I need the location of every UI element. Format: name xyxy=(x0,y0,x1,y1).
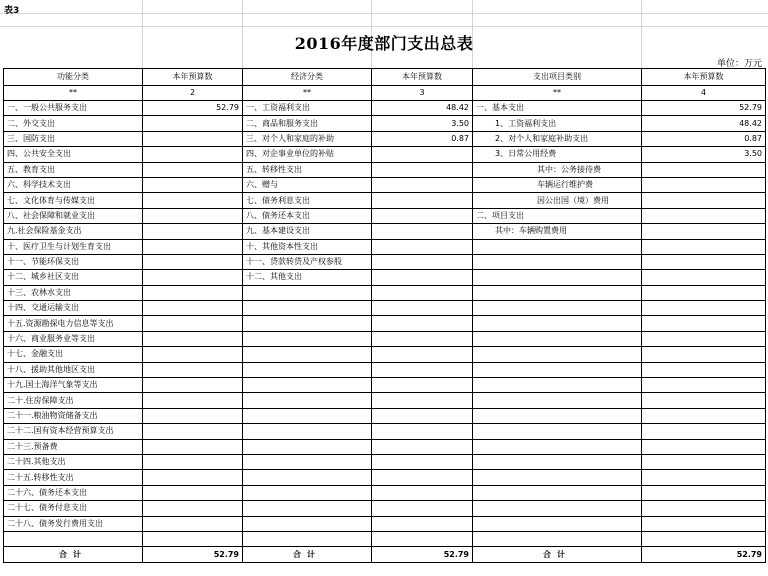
table-cell: 十、医疗卫生与计划生育支出 xyxy=(4,239,143,254)
total-value: 52.79 xyxy=(372,547,473,562)
table-cell xyxy=(372,162,473,177)
total-value: 52.79 xyxy=(143,547,243,562)
table-cell xyxy=(473,378,642,393)
table-cell: 其中：车辆购置费用 xyxy=(473,224,642,239)
table-cell xyxy=(372,393,473,408)
table-row xyxy=(4,208,766,223)
table-cell xyxy=(473,439,642,454)
table-cell xyxy=(642,362,766,377)
table-row xyxy=(4,424,766,439)
table-cell xyxy=(243,331,372,346)
table-cell: 四、公共安全支出 xyxy=(4,147,143,162)
table-row xyxy=(4,470,766,485)
table-cell: 十二、其他支出 xyxy=(243,270,372,285)
table-cell: 十五.资源勘探电力信息等支出 xyxy=(4,316,143,331)
table-cell xyxy=(372,439,473,454)
unit-label: 单位：万元 xyxy=(716,59,762,69)
table-cell: 十一、贷款转贷及产权参股 xyxy=(243,254,372,269)
table-row xyxy=(4,301,766,316)
table-cell xyxy=(143,270,243,285)
table-row xyxy=(4,501,766,516)
table-row xyxy=(4,408,766,423)
table-row xyxy=(4,162,766,177)
table-cell: 五、教育支出 xyxy=(4,162,143,177)
index-cell: 3 xyxy=(372,86,473,101)
table-row xyxy=(4,193,766,208)
table-cell xyxy=(143,531,243,546)
table-cell xyxy=(473,331,642,346)
table-cell xyxy=(143,224,243,239)
table-cell: 0.87 xyxy=(642,131,766,146)
table-cell xyxy=(642,316,766,331)
table-row xyxy=(4,131,766,146)
table-row xyxy=(4,393,766,408)
table-cell xyxy=(642,208,766,223)
table-cell xyxy=(473,285,642,300)
table-cell xyxy=(473,531,642,546)
table-cell xyxy=(243,454,372,469)
table-cell xyxy=(642,393,766,408)
table-cell xyxy=(372,454,473,469)
table-cell: 二十二.国有资本经营预算支出 xyxy=(4,424,143,439)
table-cell xyxy=(372,485,473,500)
header-cell: 本年预算数 xyxy=(642,69,766,86)
table-cell: 八、债务还本支出 xyxy=(243,208,372,223)
total-row xyxy=(4,547,766,562)
table-cell xyxy=(372,239,473,254)
table-row xyxy=(4,331,766,346)
table-row xyxy=(4,116,766,131)
table-cell xyxy=(372,301,473,316)
table-cell xyxy=(243,439,372,454)
table-cell: 二、商品和服务支出 xyxy=(243,116,372,131)
table-cell: 十一、节能环保支出 xyxy=(4,254,143,269)
table-cell: 十四、交通运输支出 xyxy=(4,301,143,316)
table-cell xyxy=(642,485,766,500)
table-cell xyxy=(372,208,473,223)
table-cell xyxy=(4,531,143,546)
table-cell: 七、文化体育与传媒支出 xyxy=(4,193,143,208)
table-cell xyxy=(642,162,766,177)
table-cell: 一、工资福利支出 xyxy=(243,101,372,116)
header-row xyxy=(4,69,766,86)
table-cell xyxy=(642,408,766,423)
table-cell xyxy=(473,485,642,500)
table-cell xyxy=(642,454,766,469)
table-cell: 1、工资福利支出 xyxy=(473,116,642,131)
table-cell: 十二、城乡社区支出 xyxy=(4,270,143,285)
table-row xyxy=(4,254,766,269)
table-cell xyxy=(143,501,243,516)
table-cell: 三、对个人和家庭的补助 xyxy=(243,131,372,146)
table-cell xyxy=(143,177,243,192)
table-cell: 十、其他资本性支出 xyxy=(243,239,372,254)
table-cell: 十六、商业服务业等支出 xyxy=(4,331,143,346)
table-cell xyxy=(143,439,243,454)
index-cell: ** xyxy=(473,86,642,101)
table-cell xyxy=(642,516,766,531)
table-cell xyxy=(473,516,642,531)
table-cell xyxy=(243,362,372,377)
table-cell xyxy=(372,254,473,269)
table-cell: 二、项目支出 xyxy=(473,208,642,223)
table-cell: 一、基本支出 xyxy=(473,101,642,116)
table-cell xyxy=(372,408,473,423)
table-cell: 3.50 xyxy=(642,147,766,162)
table-cell xyxy=(372,424,473,439)
table-cell xyxy=(642,270,766,285)
table-cell xyxy=(473,301,642,316)
table-row xyxy=(4,285,766,300)
table-cell xyxy=(642,378,766,393)
table-cell xyxy=(143,454,243,469)
table-row xyxy=(4,516,766,531)
table-cell xyxy=(243,501,372,516)
table-cell xyxy=(642,177,766,192)
total-label: 合计 xyxy=(473,547,642,562)
table-cell xyxy=(143,162,243,177)
table-row xyxy=(4,147,766,162)
total-label: 合计 xyxy=(4,547,143,562)
table-cell: 车辆运行维护费 xyxy=(473,177,642,192)
table-cell xyxy=(243,485,372,500)
table-cell xyxy=(372,501,473,516)
grid-line xyxy=(0,13,768,14)
table-cell xyxy=(372,516,473,531)
table-cell xyxy=(372,285,473,300)
table-cell xyxy=(143,239,243,254)
table-cell xyxy=(243,424,372,439)
table-cell xyxy=(642,193,766,208)
header-cell: 本年预算数 xyxy=(143,69,243,86)
table-cell: 八、社会保障和就业支出 xyxy=(4,208,143,223)
table-cell xyxy=(143,362,243,377)
table-cell: 52.79 xyxy=(143,101,243,116)
table-cell xyxy=(473,470,642,485)
table-row xyxy=(4,439,766,454)
table-cell: 48.42 xyxy=(642,116,766,131)
table-cell xyxy=(143,193,243,208)
table-cell: 3.50 xyxy=(372,116,473,131)
table-cell: 2、对个人和家庭补助支出 xyxy=(473,131,642,146)
table-cell xyxy=(473,424,642,439)
table-cell xyxy=(243,531,372,546)
table-cell: 十八、援助其他地区支出 xyxy=(4,362,143,377)
table-cell: 二十四.其他支出 xyxy=(4,454,143,469)
index-cell: 2 xyxy=(143,86,243,101)
table-cell: 0.87 xyxy=(372,131,473,146)
table-cell xyxy=(642,239,766,254)
table-cell xyxy=(372,362,473,377)
index-cell: ** xyxy=(243,86,372,101)
table-cell: 52.79 xyxy=(642,101,766,116)
page-title: 2016年度部门支出总表 xyxy=(294,34,474,53)
table-number: 表3 xyxy=(4,6,20,16)
table-cell xyxy=(143,116,243,131)
table-cell xyxy=(473,454,642,469)
table-cell xyxy=(243,285,372,300)
table-cell xyxy=(372,193,473,208)
total-value: 52.79 xyxy=(642,547,766,562)
total-label: 合计 xyxy=(243,547,372,562)
table-cell xyxy=(642,501,766,516)
table-cell xyxy=(473,408,642,423)
table-cell xyxy=(642,224,766,239)
table-cell: 3、日常公用经费 xyxy=(473,147,642,162)
table-cell xyxy=(143,285,243,300)
table-cell xyxy=(143,316,243,331)
table-cell xyxy=(143,408,243,423)
table-cell: 六、赠与 xyxy=(243,177,372,192)
index-cell: 4 xyxy=(642,86,766,101)
table-cell: 因公出国（境）费用 xyxy=(473,193,642,208)
table-cell xyxy=(372,224,473,239)
table-cell xyxy=(372,270,473,285)
table-cell xyxy=(473,362,642,377)
table-cell xyxy=(372,470,473,485)
table-cell xyxy=(642,424,766,439)
table-cell: 六、科学技术支出 xyxy=(4,177,143,192)
table-cell: 九.社会保险基金支出 xyxy=(4,224,143,239)
table-cell xyxy=(143,424,243,439)
table-cell xyxy=(372,378,473,393)
table-cell xyxy=(143,485,243,500)
table-cell xyxy=(143,347,243,362)
table-cell xyxy=(143,208,243,223)
table-cell xyxy=(243,301,372,316)
expenditure-table xyxy=(3,68,766,563)
table-cell xyxy=(243,378,372,393)
index-cell: ** xyxy=(4,86,143,101)
table-cell xyxy=(243,470,372,485)
table-row xyxy=(4,270,766,285)
table-cell xyxy=(372,177,473,192)
table-row xyxy=(4,362,766,377)
table-cell: 二、外交支出 xyxy=(4,116,143,131)
table-cell xyxy=(143,378,243,393)
table-row xyxy=(4,101,766,116)
table-cell: 十三、农林水支出 xyxy=(4,285,143,300)
header-cell: 本年预算数 xyxy=(372,69,473,86)
table-cell: 二十五.转移性支出 xyxy=(4,470,143,485)
table-cell xyxy=(243,316,372,331)
table-cell xyxy=(143,470,243,485)
table-row xyxy=(4,485,766,500)
table-cell xyxy=(473,501,642,516)
table-cell xyxy=(473,239,642,254)
table-cell: 二十三.预备费 xyxy=(4,439,143,454)
table-cell: 48.42 xyxy=(372,101,473,116)
table-cell xyxy=(642,301,766,316)
table-cell: 二十.住房保障支出 xyxy=(4,393,143,408)
table-row xyxy=(4,454,766,469)
table-cell: 二十八、债务发行费用支出 xyxy=(4,516,143,531)
column-index-row xyxy=(4,86,766,101)
table-cell xyxy=(473,254,642,269)
table-cell xyxy=(473,393,642,408)
table-cell xyxy=(143,393,243,408)
table-cell xyxy=(372,347,473,362)
table-cell xyxy=(143,131,243,146)
table-cell xyxy=(372,147,473,162)
header-cell: 经济分类 xyxy=(243,69,372,86)
table-cell: 其中：公务接待费 xyxy=(473,162,642,177)
table-row xyxy=(4,316,766,331)
table-cell xyxy=(642,439,766,454)
table-cell: 三、国防支出 xyxy=(4,131,143,146)
table-row xyxy=(4,224,766,239)
table-cell xyxy=(143,301,243,316)
table-row xyxy=(4,347,766,362)
table-cell xyxy=(473,316,642,331)
table-cell xyxy=(642,254,766,269)
table-cell: 九、基本建设支出 xyxy=(243,224,372,239)
table-cell xyxy=(243,516,372,531)
table-cell xyxy=(143,254,243,269)
table-cell: 五、转移性支出 xyxy=(243,162,372,177)
table-cell: 二十七、债务付息支出 xyxy=(4,501,143,516)
grid-line xyxy=(0,26,768,27)
table-row xyxy=(4,531,766,546)
table-cell xyxy=(243,347,372,362)
header-cell: 功能分类 xyxy=(4,69,143,86)
table-cell xyxy=(642,285,766,300)
table-cell xyxy=(642,331,766,346)
table-cell xyxy=(372,531,473,546)
table-row xyxy=(4,378,766,393)
table-cell: 二十六、债务还本支出 xyxy=(4,485,143,500)
table-cell xyxy=(243,408,372,423)
table-cell: 一、一般公共服务支出 xyxy=(4,101,143,116)
table-row xyxy=(4,239,766,254)
table-cell xyxy=(642,347,766,362)
table-cell xyxy=(243,393,372,408)
table-cell xyxy=(143,331,243,346)
table-cell xyxy=(642,531,766,546)
table-cell: 二十一.粮油物资储备支出 xyxy=(4,408,143,423)
table-cell: 十七、金融支出 xyxy=(4,347,143,362)
table-cell: 七、债务利息支出 xyxy=(243,193,372,208)
table-cell xyxy=(473,347,642,362)
table-cell xyxy=(372,316,473,331)
table-cell xyxy=(372,331,473,346)
table-cell: 四、对企事业单位的补贴 xyxy=(243,147,372,162)
table-cell xyxy=(473,270,642,285)
header-cell: 支出项目类别 xyxy=(473,69,642,86)
table-cell xyxy=(143,147,243,162)
table-cell xyxy=(143,516,243,531)
table-cell: 十九.国土海洋气象等支出 xyxy=(4,378,143,393)
table-cell xyxy=(642,470,766,485)
table-row xyxy=(4,177,766,192)
